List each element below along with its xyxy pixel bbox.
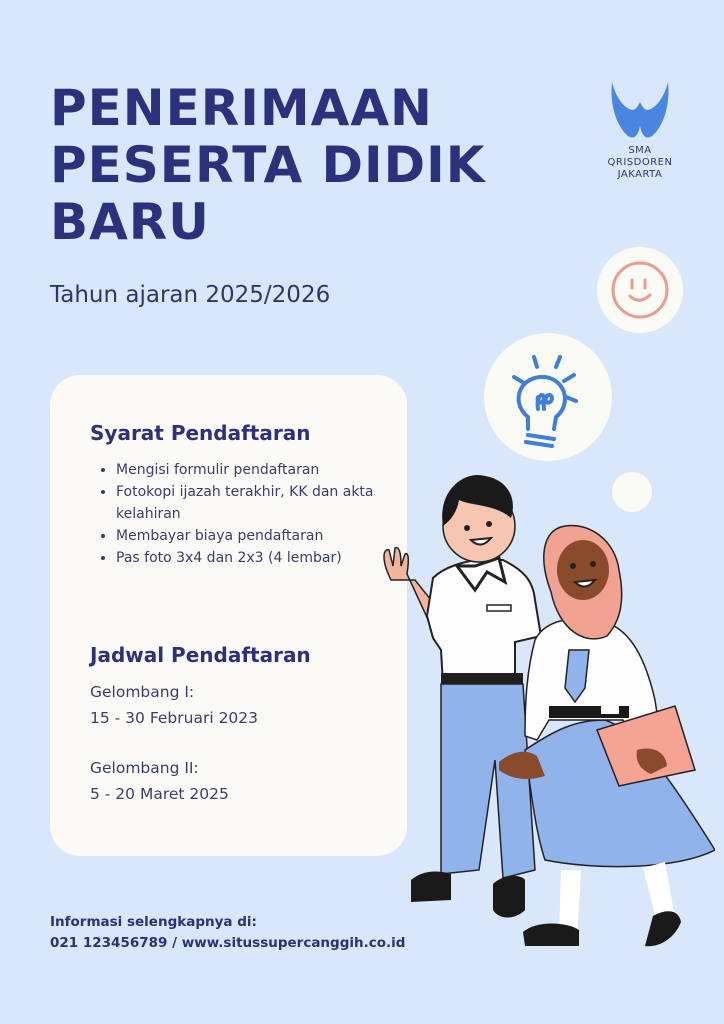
title-line-2: PESERTA DIDIK <box>50 136 486 194</box>
school-name: SMA QRISDOREN JAKARTA <box>607 145 673 180</box>
students-icon <box>375 470 715 960</box>
title-line-1: PENERIMAAN <box>50 79 433 137</box>
contact-details: 021 123456789 / www.situssupercanggih.co.id <box>50 935 406 951</box>
academic-year: Tahun ajaran 2025/2026 <box>50 282 331 308</box>
list-item: • Pas foto 3x4 dan 2x3 (4 lembar) <box>116 547 386 569</box>
wave-label: Gelombang I: <box>90 683 195 701</box>
requirements-list <box>98 459 386 569</box>
schedule-wave-1 <box>90 679 258 731</box>
lightbulb-bubble <box>484 333 612 461</box>
contact-label: Informasi selengkapnya di: <box>50 914 257 930</box>
wave-label: Gelombang II: <box>90 759 199 777</box>
smiley-bubble <box>597 247 683 333</box>
smiley-face-icon <box>597 247 683 333</box>
list-item: • Mengisi formulir pendaftaran <box>116 459 386 481</box>
contact-info <box>50 912 405 954</box>
info-card <box>50 375 407 856</box>
wave-dates: 15 - 30 Februari 2023 <box>90 709 259 727</box>
students-illustration <box>375 470 715 965</box>
school-logo <box>590 80 690 181</box>
schedule-wave-2 <box>90 755 229 807</box>
page-title <box>50 80 486 251</box>
schedule-heading: Jadwal Pendaftaran <box>90 643 311 667</box>
wave-dates: 5 - 20 Maret 2025 <box>90 785 229 803</box>
requirements-heading: Syarat Pendaftaran <box>90 421 311 445</box>
title-line-3: BARU <box>50 193 210 251</box>
list-item: • Fotokopi ijazah terakhir, KK dan akta kelahiran <box>116 481 386 525</box>
light-bulb-icon <box>484 333 612 461</box>
graduate-w-logo-icon <box>608 80 672 140</box>
list-item: • Membayar biaya pendaftaran <box>116 525 386 547</box>
